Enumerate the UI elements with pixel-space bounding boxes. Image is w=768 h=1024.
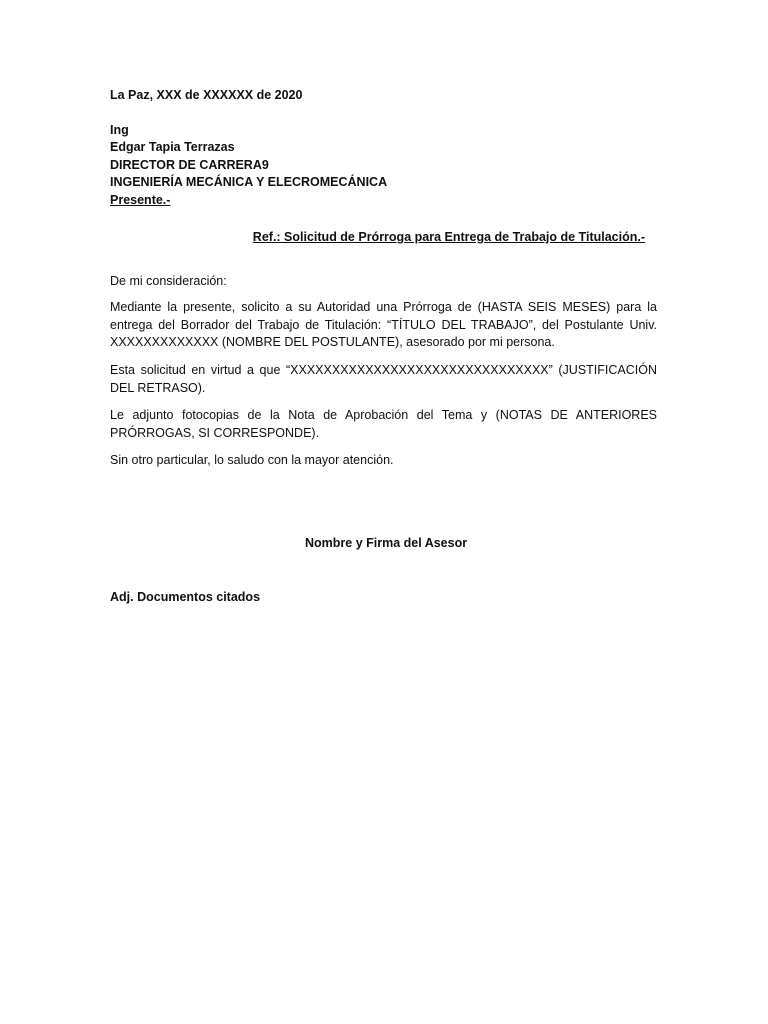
attachments-note: Adj. Documentos citados — [110, 590, 261, 604]
paragraph-closing: Sin otro particular, lo saludo con la mayor atención. — [110, 453, 394, 467]
place-date: La Paz, XXX de XXXXXX de 2020 — [110, 88, 303, 102]
recipient-department: INGENIERÍA MECÁNICA Y ELECROMECÁNICA — [110, 175, 388, 189]
signature-label: Nombre y Firma del Asesor — [305, 536, 468, 550]
paragraph-justification: Esta solicitud en virtud a que “XXXXXXXXXXXXXXXXXXXXXXXXXXXXXXX” (JUSTIFICACIÓN DEL RETRASO). — [110, 363, 657, 395]
paragraph-request: Mediante la presente, solicito a su Autoridad una Prórroga de (HASTA SEIS MESES) para la entrega del Borrador del Trabajo de Titulación: “TÍTULO DEL TRABAJO”, del Postulante Univ. XXXXXXXXXXXXX (NOMBRE DEL POSTULANTE), asesorado por mi persona. — [110, 300, 657, 350]
presente-label: Presente.- — [110, 193, 171, 207]
recipient-position: DIRECTOR DE CARRERA9 — [110, 158, 269, 172]
reference-line: Ref.: Solicitud de Prórroga para Entrega de Trabajo de Titulación.- — [252, 230, 645, 244]
recipient-title: Ing — [110, 123, 129, 137]
recipient-name: Edgar Tapia Terrazas — [110, 140, 235, 154]
paragraph-attachments: Le adjunto fotocopias de la Nota de Aprobación del Tema y (NOTAS DE ANTERIORES PRÓRROGAS, SI CORRESPONDE). — [110, 408, 657, 440]
greeting: De mi consideración: — [110, 274, 227, 288]
